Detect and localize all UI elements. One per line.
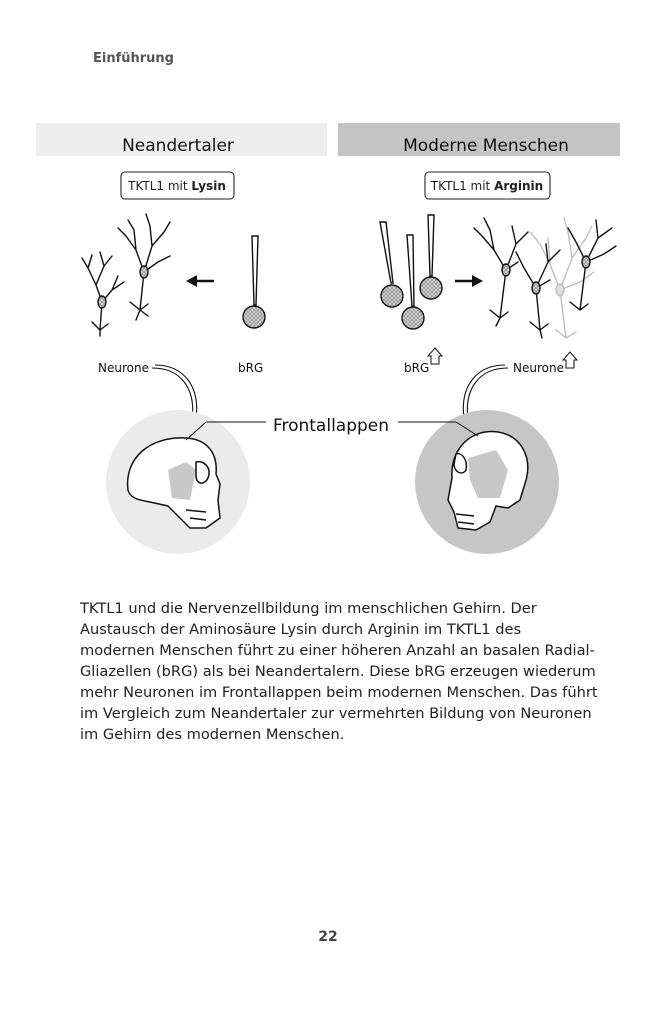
- up-arrow-icon: [563, 352, 577, 368]
- right-panel-title: Moderne Menschen: [403, 136, 569, 156]
- up-arrow-icon: [428, 348, 442, 364]
- left-panel-title: Neandertaler: [122, 136, 234, 156]
- arrow-right-icon: [455, 275, 483, 287]
- radial-glia-icon: [380, 222, 403, 307]
- right-neurons-label: Neurone: [513, 361, 564, 375]
- left-brg-label: bRG: [238, 361, 264, 375]
- page-number: 22: [318, 929, 338, 945]
- neuron-icon: [474, 218, 528, 326]
- left-panel-header: [36, 123, 327, 156]
- frontal-lobe-label: Frontallappen: [272, 416, 390, 436]
- right-panel-header: [338, 123, 620, 156]
- figure-caption: TKTL1 und die Nervenzellbildung im menschlichen Gehirn. Der Austausch der Aminosäure Lysin durch Arginin im TKTL1 des modernen Menschen führt zu einer höheren Anzahl an basalen Radial-Gliazellen (bRG) als bei Neandertalern. Diese bRG erzeugen wiederum mehr Neuronen im Frontallappen beim modernen Menschen. Das führt im Vergleich zum Neandertaler zur vermehrten Bildung von Neuronen im Gehirn des modernen Menschen.: [80, 600, 598, 743]
- radial-glia-icon: [243, 236, 265, 328]
- radial-glia-icon: [402, 235, 424, 329]
- radial-glia-icon: [420, 215, 442, 299]
- running-head: Einführung: [93, 51, 174, 66]
- right-brg-label: bRG: [404, 361, 430, 375]
- right-protein-label: TKTL1 mit Arginin: [430, 179, 544, 193]
- right-protein-box: [425, 172, 550, 199]
- arrow-left-icon: [186, 275, 214, 287]
- left-protein-label: TKTL1 mit Lysin: [128, 179, 226, 193]
- neuron-icon: [118, 214, 170, 320]
- neuron-icon: [568, 220, 616, 310]
- neuron-icon: [82, 252, 124, 336]
- neuron-icon: [516, 244, 560, 338]
- left-neurons-label: Neurone: [98, 361, 149, 375]
- left-protein-box: [121, 172, 234, 199]
